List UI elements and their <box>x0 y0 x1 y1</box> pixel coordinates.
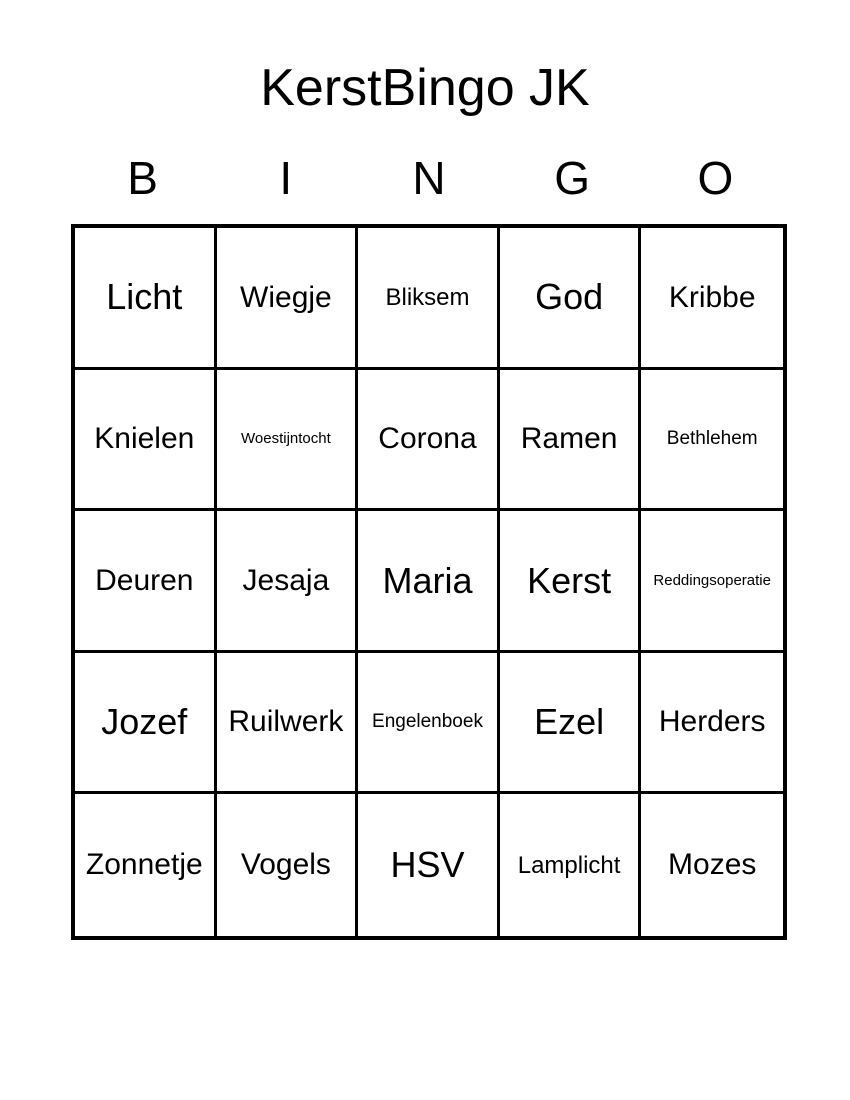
bingo-cell[interactable] <box>75 511 217 653</box>
column-header-o: O <box>697 152 734 204</box>
bingo-cell-label: Wiegje <box>240 280 332 314</box>
bingo-cell-label: Deuren <box>95 563 194 597</box>
bingo-cell[interactable] <box>75 370 217 512</box>
bingo-cell-label: Bethlehem <box>666 427 758 449</box>
bingo-cell[interactable] <box>500 511 642 653</box>
bingo-cell[interactable] <box>641 511 783 653</box>
bingo-cell[interactable] <box>217 511 359 653</box>
bingo-cell[interactable] <box>217 370 359 512</box>
bingo-cell[interactable] <box>641 653 783 795</box>
bingo-cell[interactable] <box>358 228 500 370</box>
bingo-cell-label: Jozef <box>101 701 188 743</box>
bingo-cell[interactable] <box>217 228 359 370</box>
bingo-cell[interactable] <box>641 370 783 512</box>
bingo-cell[interactable] <box>75 653 217 795</box>
bingo-cell-label: Kribbe <box>668 280 756 314</box>
bingo-cell-label: Jesaja <box>242 563 330 597</box>
bingo-cell[interactable] <box>358 370 500 512</box>
bingo-cell-label: Woestijntocht <box>241 430 331 448</box>
column-header-i: I <box>279 152 293 204</box>
bingo-cell[interactable] <box>217 653 359 795</box>
bingo-cell[interactable] <box>217 794 359 936</box>
bingo-column-headers <box>71 152 787 204</box>
bingo-cell-label: Bliksem <box>385 283 470 311</box>
bingo-cell[interactable] <box>358 794 500 936</box>
bingo-cell-label: God <box>535 276 604 318</box>
bingo-cell[interactable] <box>75 228 217 370</box>
bingo-grid <box>71 224 787 940</box>
bingo-cell-label: Ruilwerk <box>228 705 344 739</box>
bingo-cell[interactable] <box>500 370 642 512</box>
bingo-cell[interactable] <box>500 653 642 795</box>
bingo-cell-label: Herders <box>658 705 766 739</box>
bingo-cell[interactable] <box>500 794 642 936</box>
bingo-cell-label: Mozes <box>668 848 757 882</box>
bingo-cell-label: Zonnetje <box>85 848 203 882</box>
bingo-cell-label: Vogels <box>240 848 331 882</box>
bingo-cell-label: Reddingsoperatie <box>653 571 771 589</box>
bingo-cell-label: HSV <box>390 844 465 886</box>
bingo-cell[interactable] <box>358 511 500 653</box>
bingo-cell[interactable] <box>641 794 783 936</box>
column-header-b: B <box>127 152 158 204</box>
bingo-cell-label: Licht <box>106 276 183 318</box>
bingo-cell-label: Corona <box>378 422 477 456</box>
bingo-cell-label: Kerst <box>527 559 612 601</box>
bingo-cell-label: Engelenboek <box>372 711 483 733</box>
bingo-cell-label: Ramen <box>520 422 618 456</box>
page-title: KerstBingo JK <box>260 59 590 117</box>
column-header-g: G <box>554 152 591 204</box>
bingo-cell-label: Knielen <box>94 422 195 456</box>
bingo-cell[interactable] <box>500 228 642 370</box>
bingo-cell[interactable] <box>358 653 500 795</box>
bingo-cell-label: Lamplicht <box>517 851 621 879</box>
bingo-cell-label: Ezel <box>534 701 605 743</box>
bingo-cell-label: Maria <box>382 559 473 601</box>
bingo-cell[interactable] <box>75 794 217 936</box>
bingo-cell[interactable] <box>641 228 783 370</box>
column-header-n: N <box>412 152 446 204</box>
